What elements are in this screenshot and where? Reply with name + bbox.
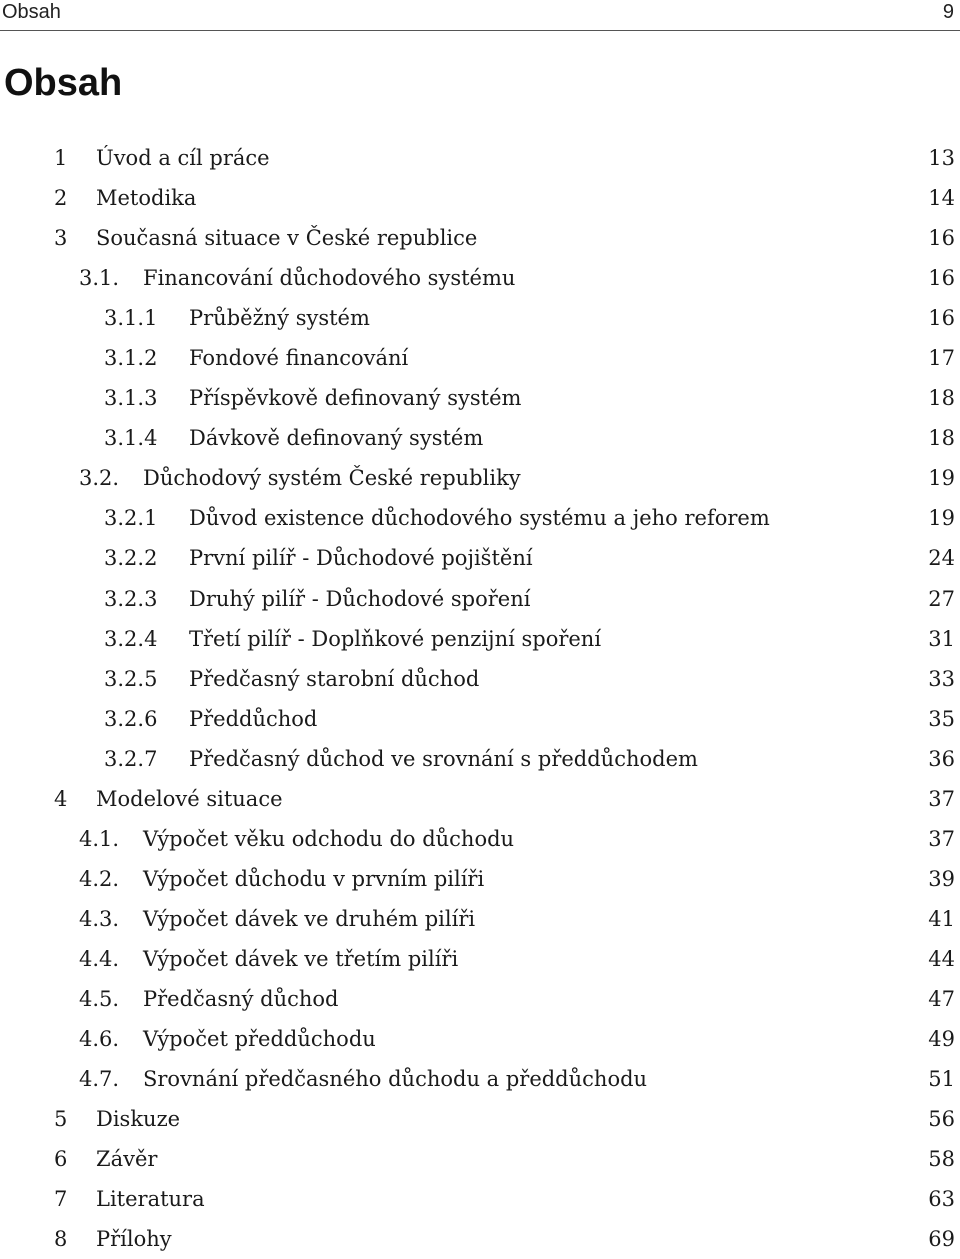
toc-entry-number: 2	[54, 186, 68, 211]
toc-entry-number: 3.2.4	[104, 626, 158, 651]
toc-entry-title[interactable]: První pilíř - Důchodové pojištění	[189, 546, 533, 571]
toc-entry-page: 14	[928, 186, 955, 211]
toc-entry[interactable]	[0, 899, 960, 939]
toc-entry-page: 13	[928, 146, 955, 170]
toc-entry-title[interactable]: Předdůchod	[189, 706, 318, 731]
toc-entry[interactable]	[0, 1179, 960, 1219]
toc-entry-title[interactable]: Úvod a cíl práce	[96, 146, 270, 170]
toc-entry[interactable]	[0, 739, 960, 779]
toc-entry-page: 36	[928, 746, 955, 771]
toc-entry-page: 44	[928, 946, 955, 971]
running-header-title: Obsah	[2, 1, 61, 23]
toc-entry-number: 3.2.1	[104, 506, 158, 531]
toc-entry[interactable]	[0, 939, 960, 979]
toc-entry-page: 56	[928, 1107, 955, 1132]
toc-entry-title[interactable]: Druhý pilíř - Důchodové spoření	[189, 586, 531, 611]
toc-entry-title[interactable]: Důchodový systém České republiky	[143, 466, 521, 491]
toc-entry-title[interactable]: Závěr	[96, 1147, 158, 1172]
toc-entry-page: 39	[928, 866, 955, 891]
toc-entry-title[interactable]: Výpočet věku odchodu do důchodu	[143, 826, 515, 851]
toc-entry-number: 3.2.6	[104, 706, 158, 731]
toc-entry-number: 4	[54, 786, 68, 811]
toc-entry-number: 3.1.4	[104, 426, 158, 451]
toc-entry[interactable]	[0, 779, 960, 819]
toc-entry[interactable]	[0, 1219, 960, 1259]
toc-entry[interactable]	[0, 178, 960, 218]
toc-entry-page: 51	[928, 1067, 955, 1092]
toc-entry-title[interactable]: Předčasný důchod	[143, 986, 339, 1011]
toc-entry[interactable]	[0, 1059, 960, 1099]
toc-entry-page: 33	[928, 666, 955, 691]
toc-entry-page: 49	[928, 1027, 955, 1052]
running-header	[0, 0, 960, 31]
toc-entry-title[interactable]: Současná situace v České republice	[96, 226, 478, 251]
toc-entry-number: 3.2.	[79, 466, 120, 491]
toc-entry-title[interactable]: Předčasný starobní důchod	[189, 666, 480, 691]
toc-entry-page: 27	[928, 586, 955, 611]
toc-entry-title[interactable]: Příspěvkově definovaný systém	[189, 386, 522, 411]
toc-entry-number: 1	[54, 146, 68, 170]
toc-entry-number: 4.4.	[79, 946, 120, 971]
toc-entry-title[interactable]: Metodika	[96, 186, 197, 211]
toc-entry-page: 47	[928, 986, 955, 1011]
toc-entry[interactable]	[0, 498, 960, 538]
table-of-contents	[0, 138, 960, 1259]
toc-entry[interactable]	[0, 1139, 960, 1179]
toc-entry-title[interactable]: Srovnání předčasného důchodu a předdůchodu	[143, 1067, 648, 1092]
toc-entry-title[interactable]: Výpočet dávek ve třetím pilíři	[143, 946, 459, 971]
toc-entry-title[interactable]: Výpočet důchodu v prvním pilíři	[143, 866, 485, 891]
toc-entry[interactable]	[0, 538, 960, 578]
toc-entry-number: 7	[54, 1187, 68, 1212]
toc-entry-page: 69	[928, 1227, 955, 1252]
toc-entry[interactable]	[0, 619, 960, 659]
toc-entry-page: 41	[928, 906, 955, 931]
toc-entry-title[interactable]: Diskuze	[96, 1107, 181, 1132]
toc-entry-title[interactable]: Důvod existence důchodového systému a jeho reforem	[189, 506, 770, 531]
toc-entry-page: 18	[928, 386, 955, 411]
toc-entry[interactable]	[0, 859, 960, 899]
toc-entry-page: 19	[928, 506, 955, 531]
toc-entry[interactable]	[0, 458, 960, 498]
toc-entry-page: 16	[928, 266, 955, 291]
toc-entry-title[interactable]: Předčasný důchod ve srovnání s předdůchodem	[189, 746, 698, 771]
toc-entry-number: 4.5.	[79, 986, 120, 1011]
toc-entry-title[interactable]: Výpočet předdůchodu	[143, 1027, 376, 1052]
toc-entry-page: 16	[928, 306, 955, 331]
toc-entry[interactable]	[0, 1099, 960, 1139]
toc-entry-title[interactable]: Modelové situace	[96, 786, 283, 811]
page-title: Obsah	[4, 62, 123, 104]
toc-entry-number: 3.2.2	[104, 546, 158, 571]
toc-entry[interactable]	[0, 819, 960, 859]
toc-entry-page: 35	[928, 706, 955, 731]
toc-entry-title[interactable]: Třetí pilíř - Doplňkové penzijní spoření	[189, 626, 602, 651]
toc-entry-title[interactable]: Průběžný systém	[189, 306, 370, 331]
toc-entry[interactable]	[0, 378, 960, 418]
toc-entry-number: 3.1.	[79, 266, 120, 291]
toc-entry-number: 5	[54, 1107, 68, 1132]
toc-entry-number: 4.3.	[79, 906, 120, 931]
toc-entry-number: 4.1.	[79, 826, 120, 851]
toc-entry-page: 37	[928, 826, 955, 851]
toc-entry-page: 19	[928, 466, 955, 491]
toc-entry-page: 17	[928, 346, 955, 371]
toc-entry[interactable]	[0, 699, 960, 739]
toc-entry-number: 3	[54, 226, 68, 251]
toc-entry[interactable]	[0, 979, 960, 1019]
toc-entry-title[interactable]: Literatura	[96, 1187, 205, 1212]
toc-entry[interactable]	[0, 659, 960, 699]
toc-entry[interactable]	[0, 338, 960, 378]
toc-entry-page: 31	[928, 626, 955, 651]
toc-entry-page: 24	[928, 546, 955, 571]
toc-entry-number: 3.1.3	[104, 386, 158, 411]
toc-entry-number: 8	[54, 1227, 68, 1252]
toc-entry-number: 4.7.	[79, 1067, 120, 1092]
toc-entry[interactable]	[0, 298, 960, 338]
toc-entry-page: 16	[928, 226, 955, 251]
toc-entry-number: 3.2.5	[104, 666, 158, 691]
toc-entry-number: 3.2.7	[104, 746, 158, 771]
toc-entry[interactable]	[0, 418, 960, 458]
toc-entry-title[interactable]: Fondové financování	[189, 346, 409, 371]
toc-entry[interactable]	[0, 218, 960, 258]
running-header-page-number: 9	[942, 1, 954, 23]
toc-entry-title[interactable]: Přílohy	[96, 1227, 172, 1252]
toc-entry-number: 4.2.	[79, 866, 120, 891]
toc-entry-title[interactable]: Dávkově definovaný systém	[189, 426, 484, 451]
toc-entry-page: 18	[928, 426, 955, 451]
toc-entry-title[interactable]: Výpočet dávek ve druhém pilíři	[143, 906, 476, 931]
toc-entry[interactable]	[0, 1019, 960, 1059]
toc-entry-title[interactable]: Financování důchodového systému	[143, 266, 516, 291]
toc-entry-number: 6	[54, 1147, 68, 1172]
toc-entry[interactable]	[0, 258, 960, 298]
toc-entry[interactable]	[0, 579, 960, 619]
toc-entry[interactable]	[0, 138, 960, 178]
toc-entry-number: 3.2.3	[104, 586, 158, 611]
toc-entry-number: 3.1.2	[104, 346, 158, 371]
toc-entry-number: 4.6.	[79, 1027, 120, 1052]
toc-entry-page: 37	[928, 786, 955, 811]
toc-entry-page: 63	[928, 1187, 955, 1212]
toc-entry-page: 58	[928, 1147, 955, 1172]
toc-entry-number: 3.1.1	[104, 306, 158, 331]
